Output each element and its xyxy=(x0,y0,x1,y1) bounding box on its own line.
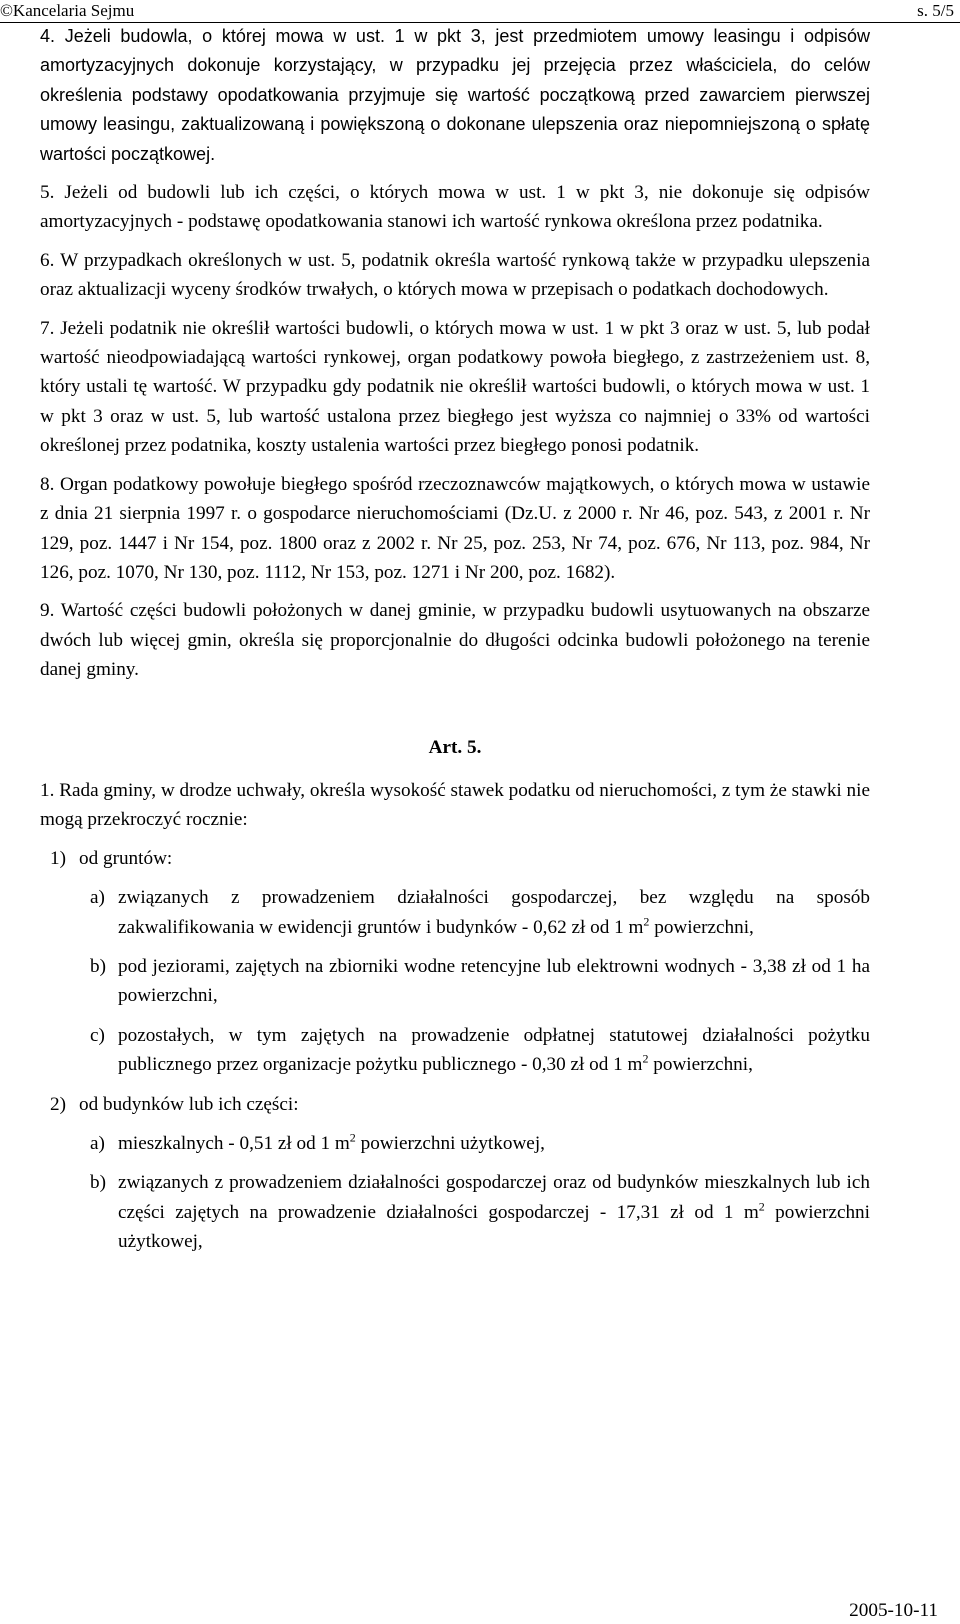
list-text-tail: powierzchni użytkowej, xyxy=(355,1133,545,1154)
paragraph-text: Jeżeli od budowli lub ich części, o których mowa w ust. 1 w pkt 3, nie dokonuje się odpisów amortyzacyjnych - podstawę opodatkowania stanowi ich wartość rynkowa określona przez podatnika. xyxy=(40,182,870,233)
paragraph-text: Organ podatkowy powołuje biegłego spośród rzeczoznawców majątkowych, o których mowa w ustawie z dnia 21 sierpnia 1997 r. o gospodarce nieruchomościami (Dz.U. z 2000 r. Nr 46, poz. 543, z 2001 r. Nr 129, poz. 1447 i Nr 154, poz. 1800 oraz z 2002 r. Nr 25, poz. 253, Nr 74, poz. 676, Nr 113, poz. 984, Nr 126, poz. 1070, Nr 130, poz. 1112, Nr 153, poz. 1271 i Nr 200, poz. 1682). xyxy=(40,473,870,583)
list-label: 1) xyxy=(50,847,66,869)
list-text: pod jeziorami, zajętych na zbiorniki wodne retencyjne lub elektrowni wodnych - 3,38 zł od 1 ha powierzchni, xyxy=(118,955,870,1007)
list-text-main: związanych z prowadzeniem działalności gospodarczej oraz od budynków mieszkalnych lub ich części zajętych na prowadzenie działalności gospodarczej - 17,31 zł od 1 m xyxy=(118,1172,870,1223)
paragraph-text: Jeżeli podatnik nie określił wartości budowli, o których mowa w ust. 1 w pkt 3 oraz w ust. 5, lub podał wartość nieodpowiadającą wartości rynkowej, organ podatkowy powoła biegłego, z zastrzeżeniem ust. 8, który ustali tę wartość. W przypadku gdy podatnik nie określił wartości budowli, o których mowa w ust. 1 w pkt 3 oraz w ust. 5, lub wartość ustalona przez biegłego jest wyższa co najmniej o 33% od wartości określonej przez podatnika, koszty ustalenia wartości przez biegłego ponosi podatnik. xyxy=(40,317,870,457)
list-label: 2) xyxy=(50,1093,66,1115)
list-text-tail: powierzchni, xyxy=(648,1054,753,1076)
list-item-buildings xyxy=(40,1090,870,1119)
list-text: od gruntów: xyxy=(79,847,173,869)
sublist-item-business-buildings xyxy=(40,1168,870,1256)
paragraph-number: 9. xyxy=(40,600,55,622)
list-text xyxy=(118,1168,870,1256)
document-body xyxy=(40,22,870,1267)
list-text-tail: powierzchni użytkowej, xyxy=(118,1201,870,1253)
paragraph-6 xyxy=(40,246,870,305)
paragraph-text: Wartość części budowli położonych w danej gminie, w przypadku budowli usytuowanych na obszarze dwóch lub więcej gmin, określa się proporcjonalnie do długości odcinka budowli położonego na terenie danej gminy. xyxy=(40,600,870,681)
list-label: a) xyxy=(90,1133,105,1154)
list-label: a) xyxy=(90,887,105,909)
list-text-main: związanych z prowadzeniem działalności gospodarczej, bez względu na sposób zakwalifikowania w ewidencji gruntów i budynków - 0,62 zł od 1 m xyxy=(118,887,870,938)
paragraph-number: 4. xyxy=(40,26,56,46)
paragraph-text: W przypadkach określonych w ust. 5, podatnik określa wartość rynkową także w przypadku ulepszenia oraz aktualizacji wyceny środków trwałych, o których mowa w przepisach o podatkach dochodowych. xyxy=(40,249,870,301)
paragraph-number: 8. xyxy=(40,473,55,495)
list-text xyxy=(118,883,870,942)
header-page-number: s. 5/5 xyxy=(917,1,954,20)
footer-date: 2005-10-11 xyxy=(849,1600,938,1621)
superscript: 2 xyxy=(349,1130,356,1145)
list-label: c) xyxy=(90,1024,105,1046)
paragraph-number: 6. xyxy=(40,249,55,271)
list-text-tail: powierzchni, xyxy=(649,916,754,938)
sublist-item-business-land xyxy=(40,883,870,942)
paragraph-number: 5. xyxy=(40,182,55,204)
superscript: 2 xyxy=(643,914,650,929)
page-header xyxy=(0,0,960,23)
paragraph-7 xyxy=(40,314,870,461)
header-source: ©Kancelaria Sejmu xyxy=(0,1,135,20)
paragraph-5 xyxy=(40,178,870,237)
list-text-main: mieszkalnych - 0,51 zł od 1 m xyxy=(118,1133,350,1154)
paragraph-number: 7. xyxy=(40,317,55,339)
paragraph-8 xyxy=(40,470,870,588)
paragraph-text: Jeżeli budowla, o której mowa w ust. 1 w pkt 3, jest przedmiotem umowy leasingu i odpisów amortyzacyjnych dokonuje korzystający, w przypadku jej przejęcia przez właściciela, do celów określenia podstawy opodatkowania przyjmuje się wartość początkową przed zawarciem pierwszej umowy leasingu, zaktualizowaną i powiększoną o dokonane ulepszenia oraz niepomniejszoną o spłatę wartości początkowej. xyxy=(40,26,870,164)
list-item-land xyxy=(40,844,870,873)
paragraph-4 xyxy=(40,22,870,169)
sublist-item-other-land xyxy=(40,1021,870,1080)
list-text-main: pozostałych, w tym zajętych na prowadzenie odpłatnej statutowej działalności pożytku publicznego przez organizacje pożytku publicznego - 0,30 zł od 1 m xyxy=(118,1024,870,1076)
list-text xyxy=(118,1129,870,1158)
list-label: b) xyxy=(90,1172,106,1194)
paragraph-9 xyxy=(40,596,870,684)
superscript: 2 xyxy=(642,1051,649,1066)
paragraph-number: 1. xyxy=(40,779,55,801)
list-text xyxy=(118,1021,870,1080)
superscript: 2 xyxy=(758,1199,765,1214)
article-paragraph-1 xyxy=(40,776,870,835)
article-title: Art. 5. xyxy=(428,736,482,758)
sublist-item-residential xyxy=(40,1129,870,1158)
list-text: od budynków lub ich części: xyxy=(79,1093,299,1115)
list-label: b) xyxy=(90,955,106,977)
sublist-item-lakes xyxy=(40,952,870,1011)
paragraph-text: Rada gminy, w drodze uchwały, określa wysokość stawek podatku od nieruchomości, z tym że stawki nie mogą przekroczyć rocznie: xyxy=(40,779,870,831)
